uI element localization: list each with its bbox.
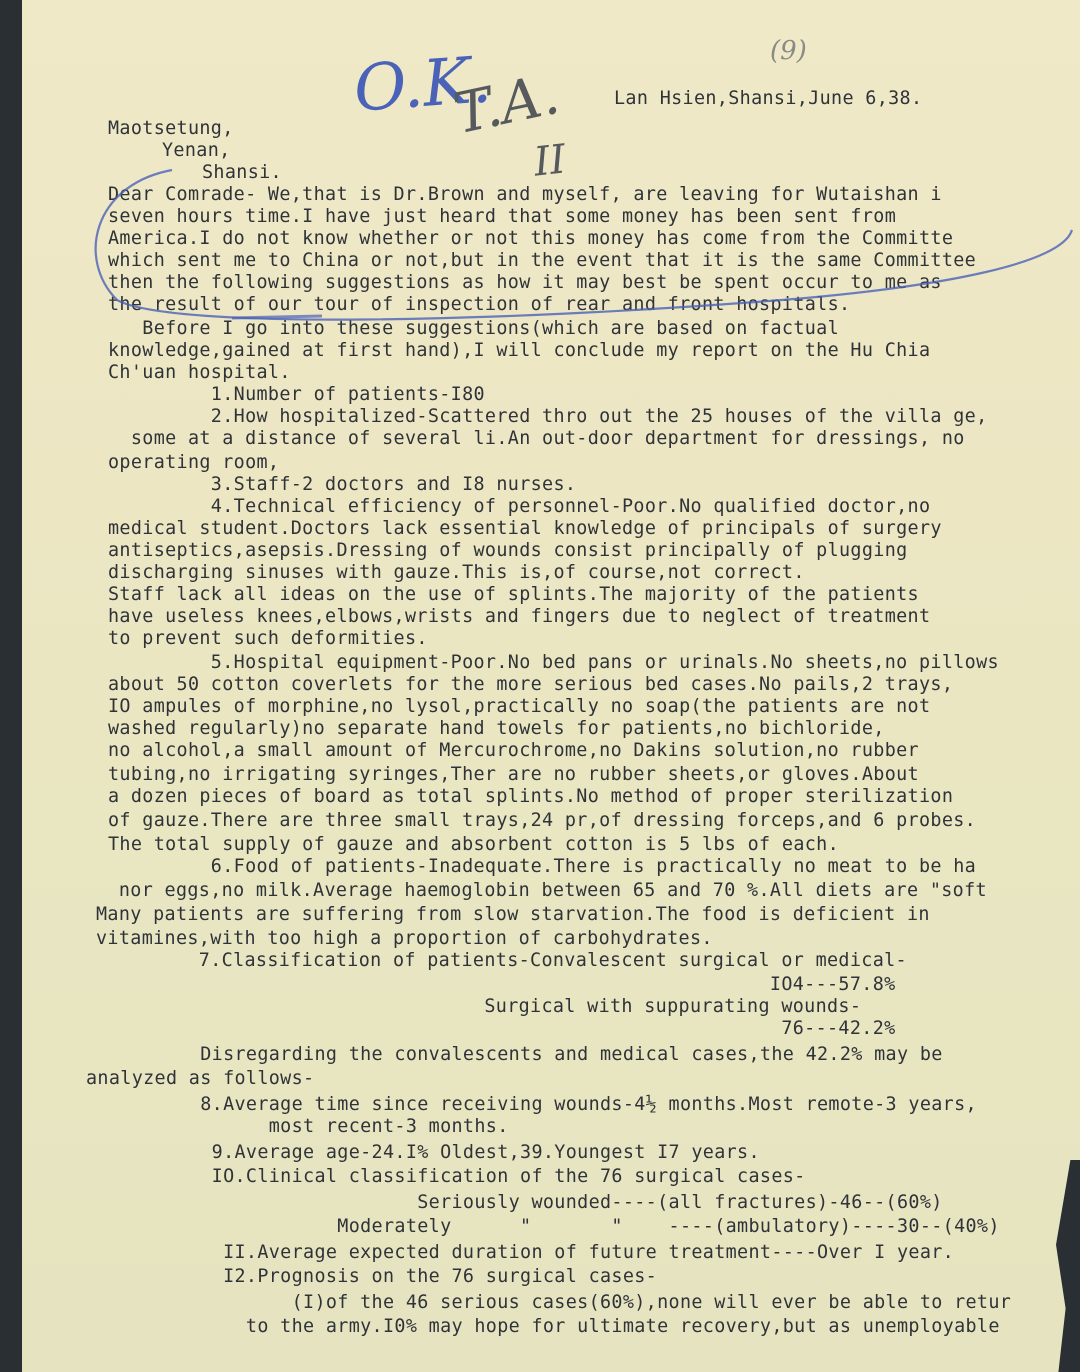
body-line: 4.Technical efficiency of personnel-Poor.No qualified doctor,no [108,496,931,517]
body-line: Disregarding the convalescents and medical cases,the 42.2% may be [86,1044,943,1065]
body-line: Staff lack all ideas on the use of splints.The majority of the patients [108,584,919,605]
body-line: 76---42.2% [96,1018,896,1039]
body-line: Dear Comrade- We,that is Dr.Brown and myself, are leaving for Wutaishan i [108,184,942,205]
body-line: Ch'uan hospital. [108,362,291,383]
body-line: a dozen pieces of board as total splints.No method of proper sterilization [108,786,954,807]
body-line: Moderately " " ----(ambulatory)----30--(40%) [86,1216,1000,1237]
body-line: Before I go into these suggestions(which are based on factual [108,318,840,339]
body-line: IO ampules of morphine,no lysol,practically no soap(the patients are not [108,696,931,717]
body-line: discharging sinuses with gauze.This is,of course,not correct. [108,562,805,583]
body-line: vitamines,with too high a proportion of carbohydrates. [96,928,713,949]
body-line: Surgical with suppurating wounds- [96,996,862,1017]
body-line: antiseptics,asepsis.Dressing of wounds consist principally of plugging [108,540,908,561]
body-line: 5.Hospital equipment-Poor.No bed pans or urinals.No sheets,no pillows [108,652,999,673]
address-line-2: Yenan, [162,140,231,161]
roman-numeral-annotation: II [531,136,568,186]
body-line: medical student.Doctors lack essential knowledge of principals of surgery [108,518,942,539]
body-line: America.I do not know whether or not this money has come from the Committe [108,228,954,249]
body-line: Many patients are suffering from slow starvation.The food is deficient in [96,904,930,925]
body-line: have useless knees,elbows,wrists and fingers due to neglect of treatment [108,606,931,627]
body-line: of gauze.There are three small trays,24 pr,of dressing forceps,and 6 probes. [108,810,977,831]
body-line: about 50 cotton coverlets for the more serious bed cases.No pails,2 trays, [108,674,954,695]
body-line: the result of our tour of inspection of rear and front hospitals. [108,294,851,315]
body-line: knowledge,gained at first hand),I will conclude my report on the Hu Chia [108,340,931,361]
body-line: 1.Number of patients-I80 [108,384,485,405]
body-line: most recent-3 months. [86,1116,509,1137]
address-line-1: Maotsetung, [108,118,234,139]
body-line: 6.Food of patients-Inadequate.There is practically no meat to be ha [108,856,977,877]
body-line: which sent me to China or not,but in the event that it is the same Committee [108,250,977,271]
body-line: 8.Average time since receiving wounds-4½ months.Most remote-3 years, [86,1094,977,1115]
body-line: operating room, [108,452,280,473]
body-line: some at a distance of several li.An out-door department for dressings, no [108,428,965,449]
body-line: 2.How hospitalized-Scattered thro out the 25 houses of the villa ge, [108,406,988,427]
body-line: to prevent such deformities. [108,628,428,649]
body-line: I2.Prognosis on the 76 surgical cases- [86,1266,658,1287]
body-line: IO4---57.8% [96,974,896,995]
ok-annotation: O.K. [351,43,494,127]
body-line: tubing,no irrigating syringes,Ther are no rubber sheets,or gloves.About [108,764,919,785]
body-line: II.Average expected duration of future treatment----Over I year. [86,1242,955,1263]
body-line: (I)of the 46 serious cases(60%),none will ever be able to retur [86,1292,1012,1313]
body-line: seven hours time.I have just heard that some money has been sent from [108,206,897,227]
body-line: 7.Classification of patients-Convalescent surgical or medical- [96,950,907,971]
body-line: 9.Average age-24.I% Oldest,39.Youngest I7 years. [86,1142,760,1163]
initials-annotation: T.A. [448,61,565,148]
pen-loop-annotation [22,0,1080,1372]
body-line: Seriously wounded----(all fractures)-46--(60%) [86,1192,943,1213]
body-line: IO.Clinical classification of the 76 surgical cases- [86,1166,806,1187]
address-line-3: Shansi. [202,162,282,183]
body-line: The total supply of gauze and absorbent cotton is 5 lbs of each. [108,834,840,855]
document-page [22,0,1080,1372]
place-date-line: Lan Hsien,Shansi,June 6,38. [614,88,923,109]
body-line: analyzed as follows- [86,1068,315,1089]
page-number-mark: (9) [770,36,807,66]
body-line: then the following suggestions as how it may best be spent occur to me as [108,272,942,293]
body-line: washed regularly)no separate hand towels for patients,no bichloride, [108,718,885,739]
body-line: nor eggs,no milk.Average haemoglobin between 65 and 70 %.All diets are "soft [96,880,987,901]
body-line: no alcohol,a small amount of Mercurochrome,no Dakins solution,no rubber [108,740,919,761]
body-line: to the army.I0% may hope for ultimate recovery,but as unemployable [86,1316,1000,1337]
body-line: 3.Staff-2 doctors and I8 nurses. [108,474,577,495]
